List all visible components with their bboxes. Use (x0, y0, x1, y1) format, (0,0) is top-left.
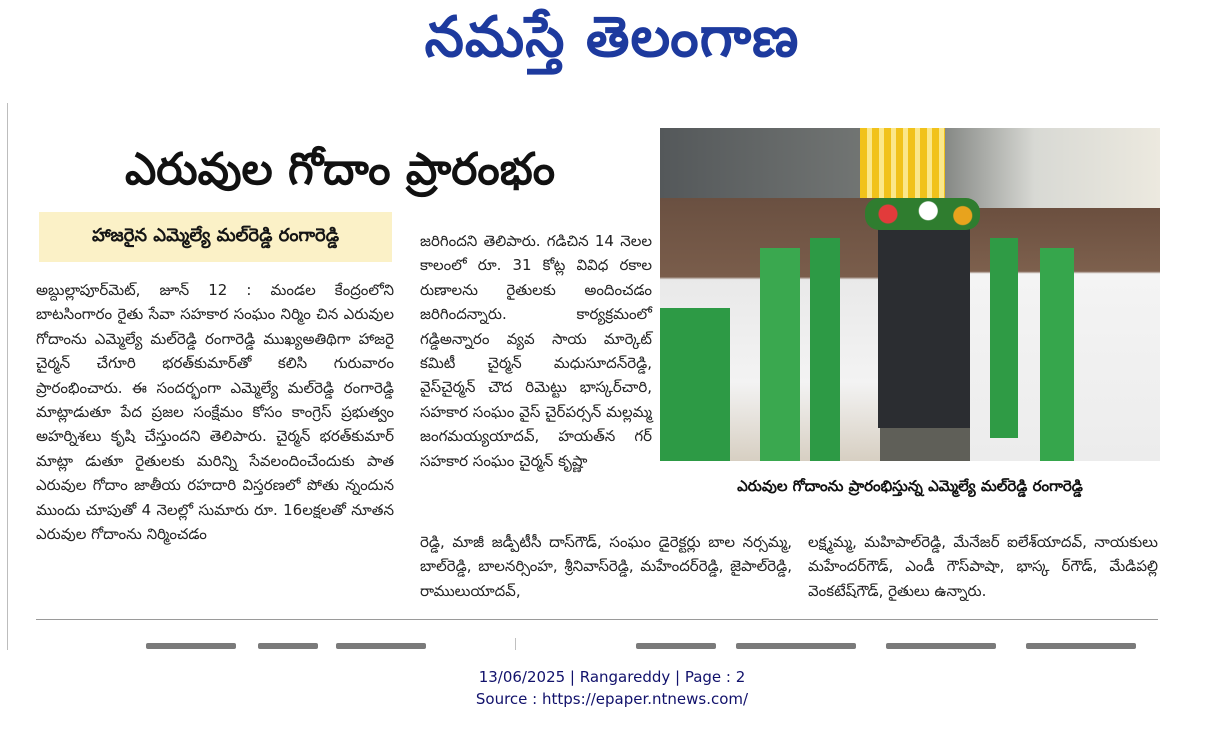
section-divider (36, 619, 1158, 620)
left-margin-rule (7, 103, 8, 650)
photo-green-scarf (660, 308, 730, 461)
footer-edition-info: 13/06/2025 | Rangareddy | Page : 2 (478, 668, 746, 686)
subheadline-text: హాజరైన ఎమ్మెల్యే మల్‌రెడ్డి రంగారెడ్డి (91, 224, 340, 246)
clipped-text-fragment (336, 643, 426, 649)
photo-green-scarf (810, 238, 840, 461)
photo-ground (880, 428, 970, 461)
footer-source-link[interactable]: Source : https://epaper.ntnews.com/ (475, 690, 749, 708)
article-bottom-right: లక్ష్మమ్మ, మహిపాల్‌రెడ్డి, మేనేజర్‌ ఐలేశ్‌యాదవ్‌, నాయకులు మహేందర్‌గౌడ్‌, ఎండీ గౌస్‌పాషా, భాస్క ర్‌గౌడ్‌, మేడిపల్లి వెంకటేష్‌గౌడ్‌, రైతులు ఉన్నారు. (808, 533, 1158, 600)
photo-caption: ఎరువుల గోదాంను ప్రారంభిస్తున్న ఎమ్మెల్యే మల్‌రెడ్డి రంగారెడ్డి (737, 477, 1083, 495)
clipped-text-fragment (258, 643, 318, 649)
newspaper-masthead: నమస్తే తెలంగాణ (424, 4, 800, 70)
article-bottom-left: రెడ్డి, మాజీ జడ్పీటీసీ దాస్‌గౌడ్‌, సంఘం డైరెక్టర్లు బాల నర్సమ్మ, బాల్‌రెడ్డి, బాలనర్సింహ, శ్రీనివాస్‌రెడ్డి, మహేందర్‌రెడ్డి, జైపాల్‌రెడ్డి, రాములుయాదవ్‌, (420, 533, 792, 600)
photo-flower-garland (865, 198, 980, 230)
article-subheadline (39, 212, 392, 262)
clipped-next-article-edge (36, 643, 1158, 651)
article-photo (660, 128, 1160, 461)
clipped-text-fragment (1026, 643, 1136, 649)
article-column-1: అబ్దుల్లాపూర్‌మెట్‌, జూన్‌ 12 : మండల కేంద్రంలోని బాటసింగారం రైతు సేవా సహకార సంఘం నిర్మిం చిన ఎరువుల గోదాంను ఎమ్మెల్యే మల్‌రెడ్డి రంగారెడ్డి ముఖ్యఅతిథిగా హాజరై చైర్మన్‌ చేగూరి భరత్‌కుమార్‌తో కలిసి గురువారం ప్రారంభించారు. ఈ సందర్భంగా ఎమ్మెల్యే మల్‌రెడ్డి రంగారెడ్డి మాట్లాడుతూ పేద ప్రజల సంక్షేమం కోసం కాంగ్రెస్‌ ప్రభుత్వం అహర్నిశలు కృషి చేస్తుందని తెలిపారు. చైర్మన్‌ భరత్‌కుమార్‌ మాట్లా డుతూ రైతులకు మరిన్ని సేవలందించేందుకు పాత ఎరువుల గోదాం జాతీయ రహదారి విస్తరణలో పోతు న్నందున ముందు చూపుతో 4 నెలల్లో సుమారు రూ. 16లక్షలతో నూతన ఎరువుల గోదాంను నిర్మించడం (36, 281, 394, 544)
photo-green-scarf (760, 248, 800, 461)
clipped-text-fragment (886, 643, 996, 649)
article-headline: ఎరువుల గోదాం ప్రారంభం (124, 144, 556, 195)
photo-green-scarf (1040, 248, 1074, 461)
photo-inauguration-plaque (878, 228, 970, 428)
clipped-text-fragment (736, 643, 856, 649)
photo-green-scarf (990, 238, 1018, 438)
clipped-text-fragment (636, 643, 716, 649)
clipped-text-fragment (146, 643, 236, 649)
article-column-2: జరిగిందని తెలిపారు. గడిచిన 14 నెలల కాలంలో రూ. 31 కోట్ల వివిధ రకాల రుణాలను రైతులకు అందించడం జరిగిందన్నారు. కార్యక్రమంలో గడ్డిఅన్నారం వ్యవ సాయ మార్కెట్‌ కమిటీ చైర్మన్‌ మధుసూదన్‌రెడ్డి, వైస్‌చైర్మన్‌ చౌద రిమెట్టు భాస్కర్‌చారి, సహకార సంఘం వైస్‌ చైర్‌పర్సన్‌ మల్లమ్మ జంగమయ్యయాదవ్‌, హయత్‌న గర్‌ సహకార సంఘం చైర్మన్‌ కృష్ణా (420, 232, 652, 470)
